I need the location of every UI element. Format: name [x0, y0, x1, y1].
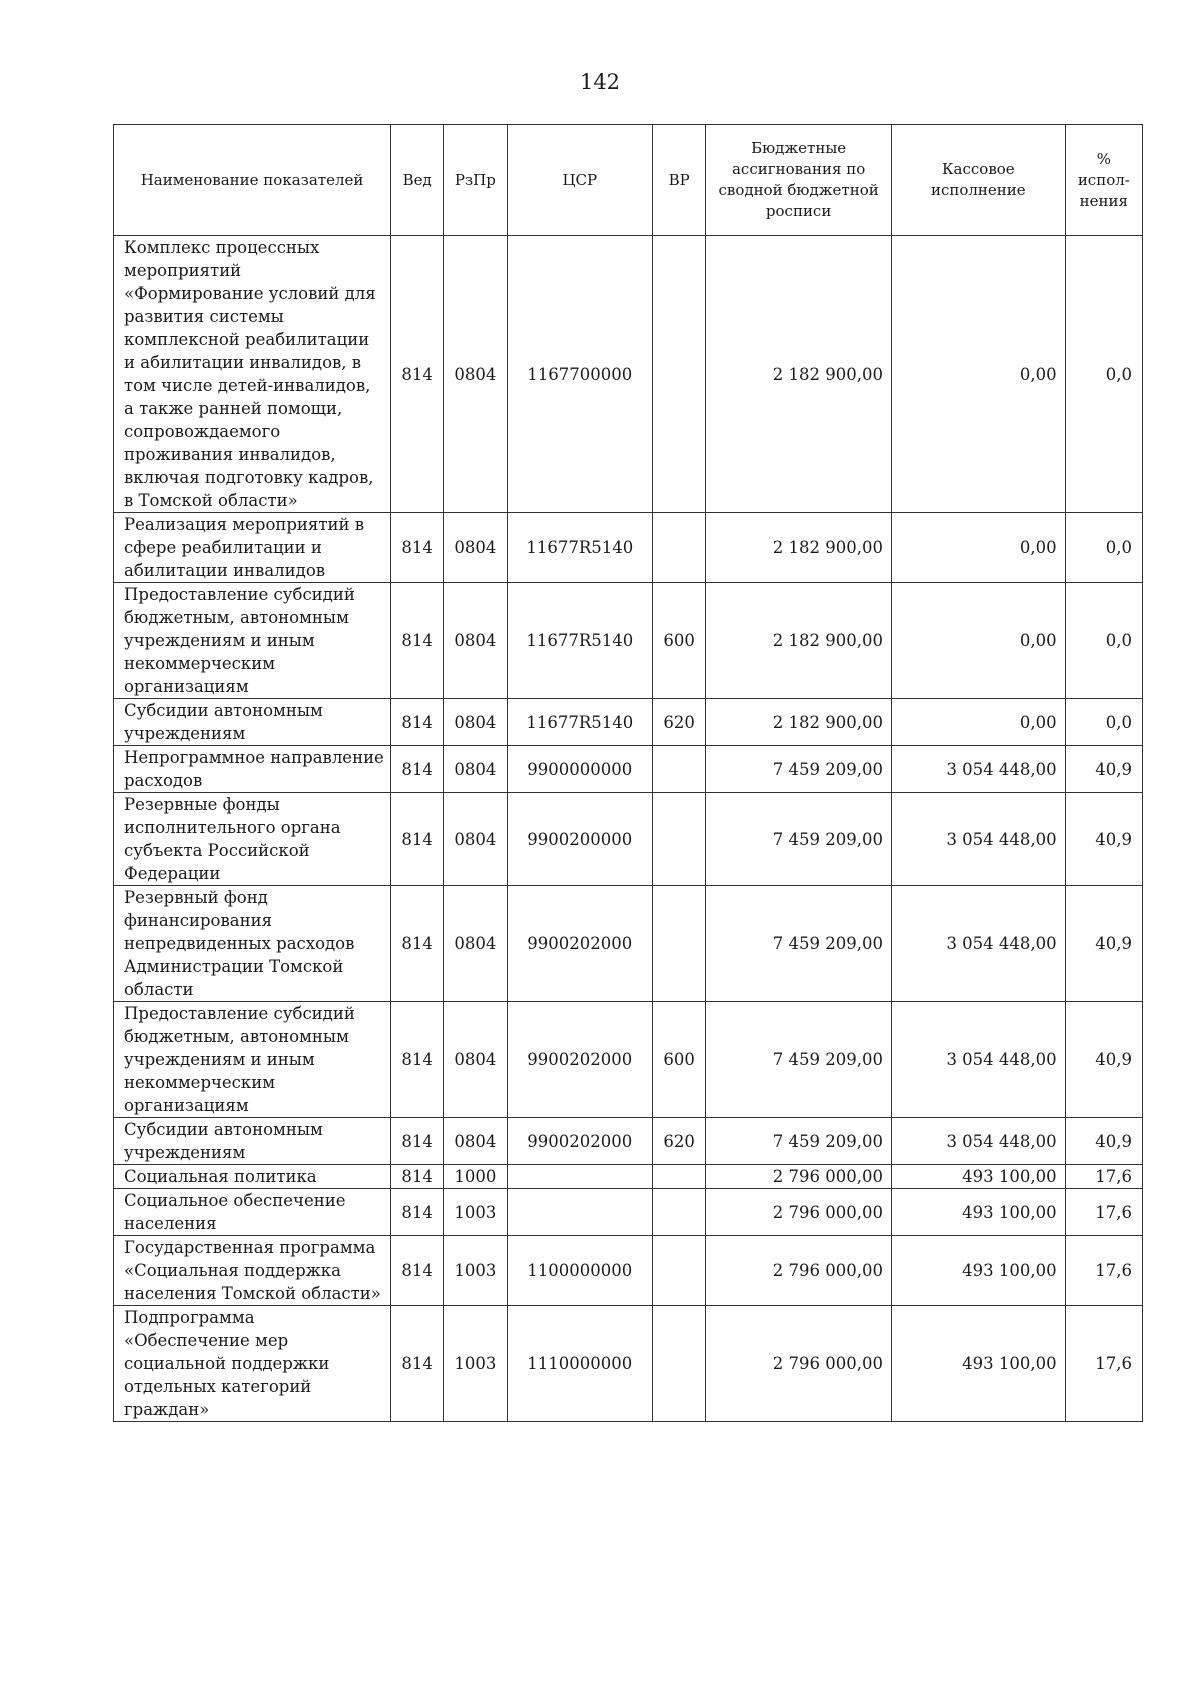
cell-name: Субсидии автономным учреждениям [114, 1118, 391, 1165]
cell-cash-execution: 3 054 448,00 [891, 746, 1065, 793]
cell-rzpr: 1003 [444, 1306, 507, 1422]
cell-cash-execution: 493 100,00 [891, 1165, 1065, 1189]
cell-name: Подпрограмма «Обеспечение мер социальной поддержки отдельных категорий граждан» [114, 1306, 391, 1422]
table-row [114, 793, 1143, 886]
budget-execution-table [113, 124, 1143, 1422]
cell-budget-assignments: 2 796 000,00 [706, 1236, 892, 1306]
table-row [114, 1118, 1143, 1165]
cell-execution-percent: 0,0 [1065, 236, 1142, 513]
cell-ved: 814 [391, 793, 444, 886]
cell-csr: 1110000000 [507, 1306, 653, 1422]
cell-cash-execution: 493 100,00 [891, 1189, 1065, 1236]
cell-cash-execution: 0,00 [891, 236, 1065, 513]
cell-cash-execution: 3 054 448,00 [891, 1118, 1065, 1165]
cell-csr [507, 1189, 653, 1236]
cell-csr: 1100000000 [507, 1236, 653, 1306]
cell-vr [653, 1236, 706, 1306]
cell-budget-assignments: 7 459 209,00 [706, 793, 892, 886]
cell-name: Резервный фонд финансирования непредвиденных расходов Администрации Томской области [114, 886, 391, 1002]
cell-budget-assignments: 7 459 209,00 [706, 1002, 892, 1118]
page-number: 142 [579, 70, 621, 94]
cell-csr: 11677R5140 [507, 583, 653, 699]
cell-cash-execution: 3 054 448,00 [891, 886, 1065, 1002]
table-header-row [114, 125, 1143, 236]
cell-budget-assignments: 2 796 000,00 [706, 1165, 892, 1189]
cell-vr: 620 [653, 699, 706, 746]
cell-execution-percent: 17,6 [1065, 1165, 1142, 1189]
cell-ved: 814 [391, 1165, 444, 1189]
cell-rzpr: 0804 [444, 1118, 507, 1165]
cell-vr [653, 1306, 706, 1422]
cell-rzpr: 0804 [444, 583, 507, 699]
cell-csr: 9900000000 [507, 746, 653, 793]
cell-vr: 600 [653, 1002, 706, 1118]
cell-execution-percent: 17,6 [1065, 1306, 1142, 1422]
cell-name: Социальная политика [114, 1165, 391, 1189]
cell-rzpr: 1003 [444, 1189, 507, 1236]
cell-rzpr: 0804 [444, 746, 507, 793]
header-execution-percent: % испол-нения [1065, 125, 1142, 236]
cell-execution-percent: 40,9 [1065, 793, 1142, 886]
cell-name: Комплекс процессных мероприятий «Формирование условий для развития системы комплексной реабилитации и абилитации инвалидов, в том числе детей-инвалидов, а также ранней помощи, сопровождаемого проживания инвалидов, включая подготовку кадров, в Томской области» [114, 236, 391, 513]
cell-execution-percent: 17,6 [1065, 1236, 1142, 1306]
cell-csr: 9900200000 [507, 793, 653, 886]
cell-budget-assignments: 2 182 900,00 [706, 699, 892, 746]
cell-ved: 814 [391, 699, 444, 746]
header-csr: ЦСР [507, 125, 653, 236]
cell-execution-percent: 0,0 [1065, 699, 1142, 746]
cell-cash-execution: 3 054 448,00 [891, 793, 1065, 886]
cell-budget-assignments: 2 182 900,00 [706, 513, 892, 583]
cell-name: Предоставление субсидий бюджетным, автономным учреждениям и иным некоммерческим организациям [114, 583, 391, 699]
cell-name: Непрограммное направление расходов [114, 746, 391, 793]
cell-name: Государственная программа «Социальная поддержка населения Томской области» [114, 1236, 391, 1306]
cell-execution-percent: 0,0 [1065, 583, 1142, 699]
cell-rzpr: 0804 [444, 886, 507, 1002]
cell-cash-execution: 493 100,00 [891, 1306, 1065, 1422]
table-row [114, 1236, 1143, 1306]
table-row [114, 1165, 1143, 1189]
table-body [114, 236, 1143, 1422]
table-row [114, 1002, 1143, 1118]
cell-vr: 600 [653, 583, 706, 699]
cell-ved: 814 [391, 583, 444, 699]
cell-execution-percent: 40,9 [1065, 746, 1142, 793]
header-vr: ВР [653, 125, 706, 236]
cell-ved: 814 [391, 886, 444, 1002]
table-row [114, 513, 1143, 583]
cell-csr: 9900202000 [507, 886, 653, 1002]
cell-ved: 814 [391, 1189, 444, 1236]
table-row [114, 699, 1143, 746]
header-ved: Вед [391, 125, 444, 236]
cell-budget-assignments: 2 796 000,00 [706, 1306, 892, 1422]
cell-csr: 11677R5140 [507, 699, 653, 746]
cell-cash-execution: 493 100,00 [891, 1236, 1065, 1306]
cell-csr: 11677R5140 [507, 513, 653, 583]
cell-csr: 9900202000 [507, 1118, 653, 1165]
header-rzpr: РзПр [444, 125, 507, 236]
cell-rzpr: 0804 [444, 699, 507, 746]
cell-execution-percent: 40,9 [1065, 886, 1142, 1002]
cell-execution-percent: 40,9 [1065, 1118, 1142, 1165]
table-row [114, 1189, 1143, 1236]
cell-budget-assignments: 7 459 209,00 [706, 746, 892, 793]
cell-rzpr: 0804 [444, 1002, 507, 1118]
table-row [114, 886, 1143, 1002]
header-name: Наименование показателей [114, 125, 391, 236]
cell-rzpr: 0804 [444, 236, 507, 513]
cell-ved: 814 [391, 513, 444, 583]
cell-vr [653, 886, 706, 1002]
cell-ved: 814 [391, 1002, 444, 1118]
cell-rzpr: 1000 [444, 1165, 507, 1189]
cell-vr: 620 [653, 1118, 706, 1165]
header-cash-execution: Кассовое исполнение [891, 125, 1065, 236]
cell-ved: 814 [391, 1118, 444, 1165]
cell-name: Социальное обеспечение населения [114, 1189, 391, 1236]
table-row [114, 236, 1143, 513]
cell-cash-execution: 3 054 448,00 [891, 1002, 1065, 1118]
cell-ved: 814 [391, 1236, 444, 1306]
cell-csr: 1167700000 [507, 236, 653, 513]
header-budget-assignments: Бюджетные ассигнования по сводной бюджетной росписи [706, 125, 892, 236]
table-row [114, 746, 1143, 793]
cell-vr [653, 746, 706, 793]
cell-vr [653, 793, 706, 886]
cell-ved: 814 [391, 236, 444, 513]
cell-budget-assignments: 2 182 900,00 [706, 583, 892, 699]
cell-name: Субсидии автономным учреждениям [114, 699, 391, 746]
cell-name: Реализация мероприятий в сфере реабилитации и абилитации инвалидов [114, 513, 391, 583]
cell-cash-execution: 0,00 [891, 583, 1065, 699]
cell-execution-percent: 0,0 [1065, 513, 1142, 583]
cell-vr [653, 1189, 706, 1236]
table-row [114, 1306, 1143, 1422]
cell-csr [507, 1165, 653, 1189]
cell-rzpr: 0804 [444, 513, 507, 583]
cell-rzpr: 0804 [444, 793, 507, 886]
cell-budget-assignments: 7 459 209,00 [706, 886, 892, 1002]
cell-vr [653, 1165, 706, 1189]
cell-execution-percent: 17,6 [1065, 1189, 1142, 1236]
table-row [114, 583, 1143, 699]
cell-budget-assignments: 7 459 209,00 [706, 1118, 892, 1165]
cell-vr [653, 236, 706, 513]
cell-rzpr: 1003 [444, 1236, 507, 1306]
cell-cash-execution: 0,00 [891, 699, 1065, 746]
cell-ved: 814 [391, 1306, 444, 1422]
cell-vr [653, 513, 706, 583]
cell-ved: 814 [391, 746, 444, 793]
cell-name: Резервные фонды исполнительного органа субъекта Российской Федерации [114, 793, 391, 886]
cell-budget-assignments: 2 796 000,00 [706, 1189, 892, 1236]
cell-budget-assignments: 2 182 900,00 [706, 236, 892, 513]
cell-cash-execution: 0,00 [891, 513, 1065, 583]
cell-name: Предоставление субсидий бюджетным, автономным учреждениям и иным некоммерческим организациям [114, 1002, 391, 1118]
cell-csr: 9900202000 [507, 1002, 653, 1118]
cell-execution-percent: 40,9 [1065, 1002, 1142, 1118]
